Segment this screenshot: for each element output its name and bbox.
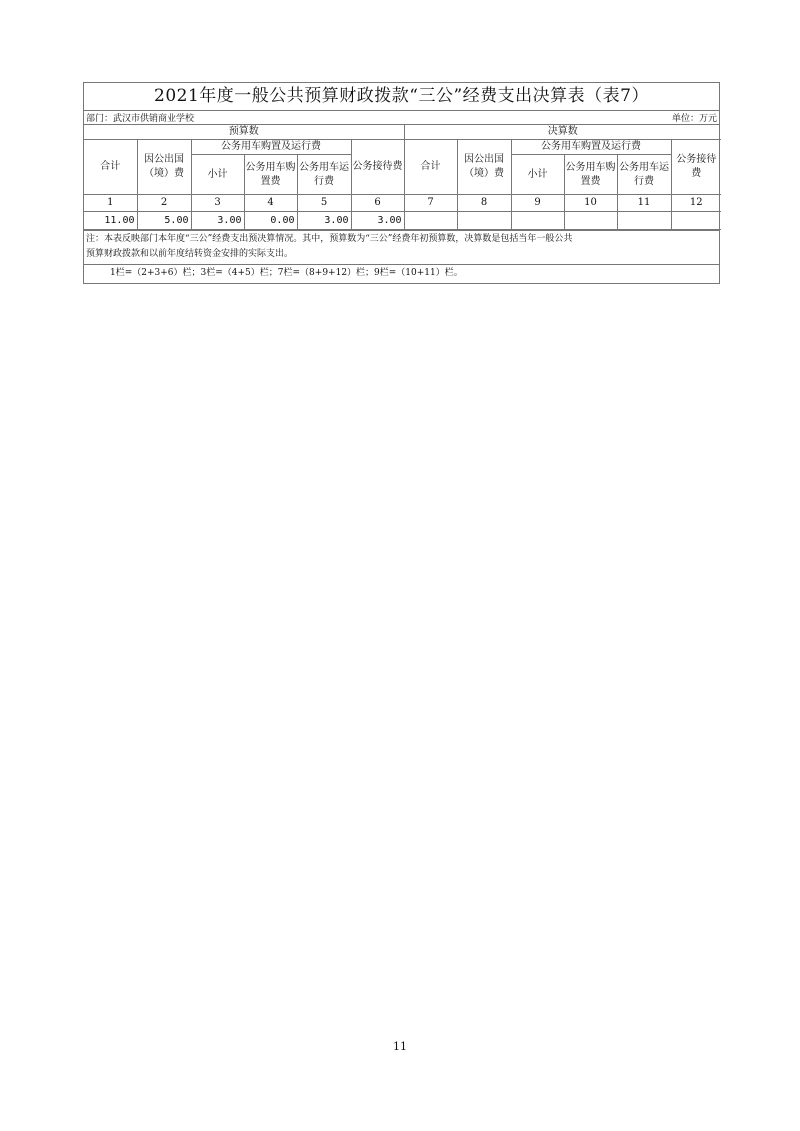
- column-number: 11: [617, 195, 671, 212]
- budget-subtotal-header: 小计: [191, 155, 244, 195]
- department-label: 部门：武汉市供销商业学校: [86, 114, 195, 124]
- page-number: 11: [393, 1040, 407, 1053]
- final-vehicle-group-header: 公务用车购置及运行费: [511, 140, 671, 155]
- column-number-row: [84, 195, 721, 212]
- value-cell: [404, 212, 457, 230]
- final-total-header: 合计: [404, 140, 457, 195]
- value-cell: [617, 212, 671, 230]
- value-cell: [671, 212, 721, 230]
- value-cell: 3.00: [191, 212, 244, 230]
- final-reception-header: 公务接待费: [671, 140, 721, 195]
- meta-row: [84, 111, 719, 125]
- column-number: 5: [297, 195, 351, 212]
- value-cell: [511, 212, 564, 230]
- budget-vehicle-operation-header: 公务用车运行费: [297, 155, 351, 195]
- note-line: 注：本表反映部门本年度“三公”经费支出预决算情况。其中，预算数为“三公”经费年初预算数，决算数是包括当年一般公共: [86, 234, 573, 244]
- expense-table-sheet: [83, 82, 720, 284]
- formula-note: 1栏=（2+3+6）栏；3栏=（4+5）栏；7栏=（8+9+12）栏；9栏=（10+11）栏。: [84, 264, 719, 283]
- column-number: 1: [84, 195, 137, 212]
- value-cell: [457, 212, 511, 230]
- budget-total-header: 合计: [84, 140, 137, 195]
- value-cell: 11.00: [84, 212, 137, 230]
- column-number: 4: [244, 195, 297, 212]
- value-cell: 0.00: [244, 212, 297, 230]
- column-number: 9: [511, 195, 564, 212]
- expense-table: [84, 125, 721, 230]
- value-cell: [564, 212, 617, 230]
- column-number: 6: [351, 195, 404, 212]
- column-number: 12: [671, 195, 721, 212]
- value-row: [84, 212, 721, 230]
- final-subtotal-header: 小计: [511, 155, 564, 195]
- final-abroad-header: 因公出国（境）费: [457, 140, 511, 195]
- column-number: 7: [404, 195, 457, 212]
- value-cell: 3.00: [351, 212, 404, 230]
- unit-label: 单位：万元: [671, 114, 717, 124]
- value-cell: 5.00: [137, 212, 191, 230]
- note-line: 预算财政拨款和以前年度结转资金安排的实际支出。: [86, 249, 294, 259]
- column-number: 3: [191, 195, 244, 212]
- final-group-header: 决算数: [404, 125, 721, 140]
- final-vehicle-operation-header: 公务用车运行费: [617, 155, 671, 195]
- table-note: [84, 230, 719, 264]
- final-vehicle-purchase-header: 公务用车购置费: [564, 155, 617, 195]
- column-number: 8: [457, 195, 511, 212]
- budget-vehicle-group-header: 公务用车购置及运行费: [191, 140, 351, 155]
- budget-abroad-header: 因公出国（境）费: [137, 140, 191, 195]
- budget-reception-header: 公务接待费: [351, 140, 404, 195]
- column-number: 2: [137, 195, 191, 212]
- column-number: 10: [564, 195, 617, 212]
- budget-vehicle-purchase-header: 公务用车购置费: [244, 155, 297, 195]
- budget-group-header: 预算数: [84, 125, 404, 140]
- value-cell: 3.00: [297, 212, 351, 230]
- table-title: 2021年度一般公共预算财政拨款“三公”经费支出决算表（表7）: [84, 83, 719, 111]
